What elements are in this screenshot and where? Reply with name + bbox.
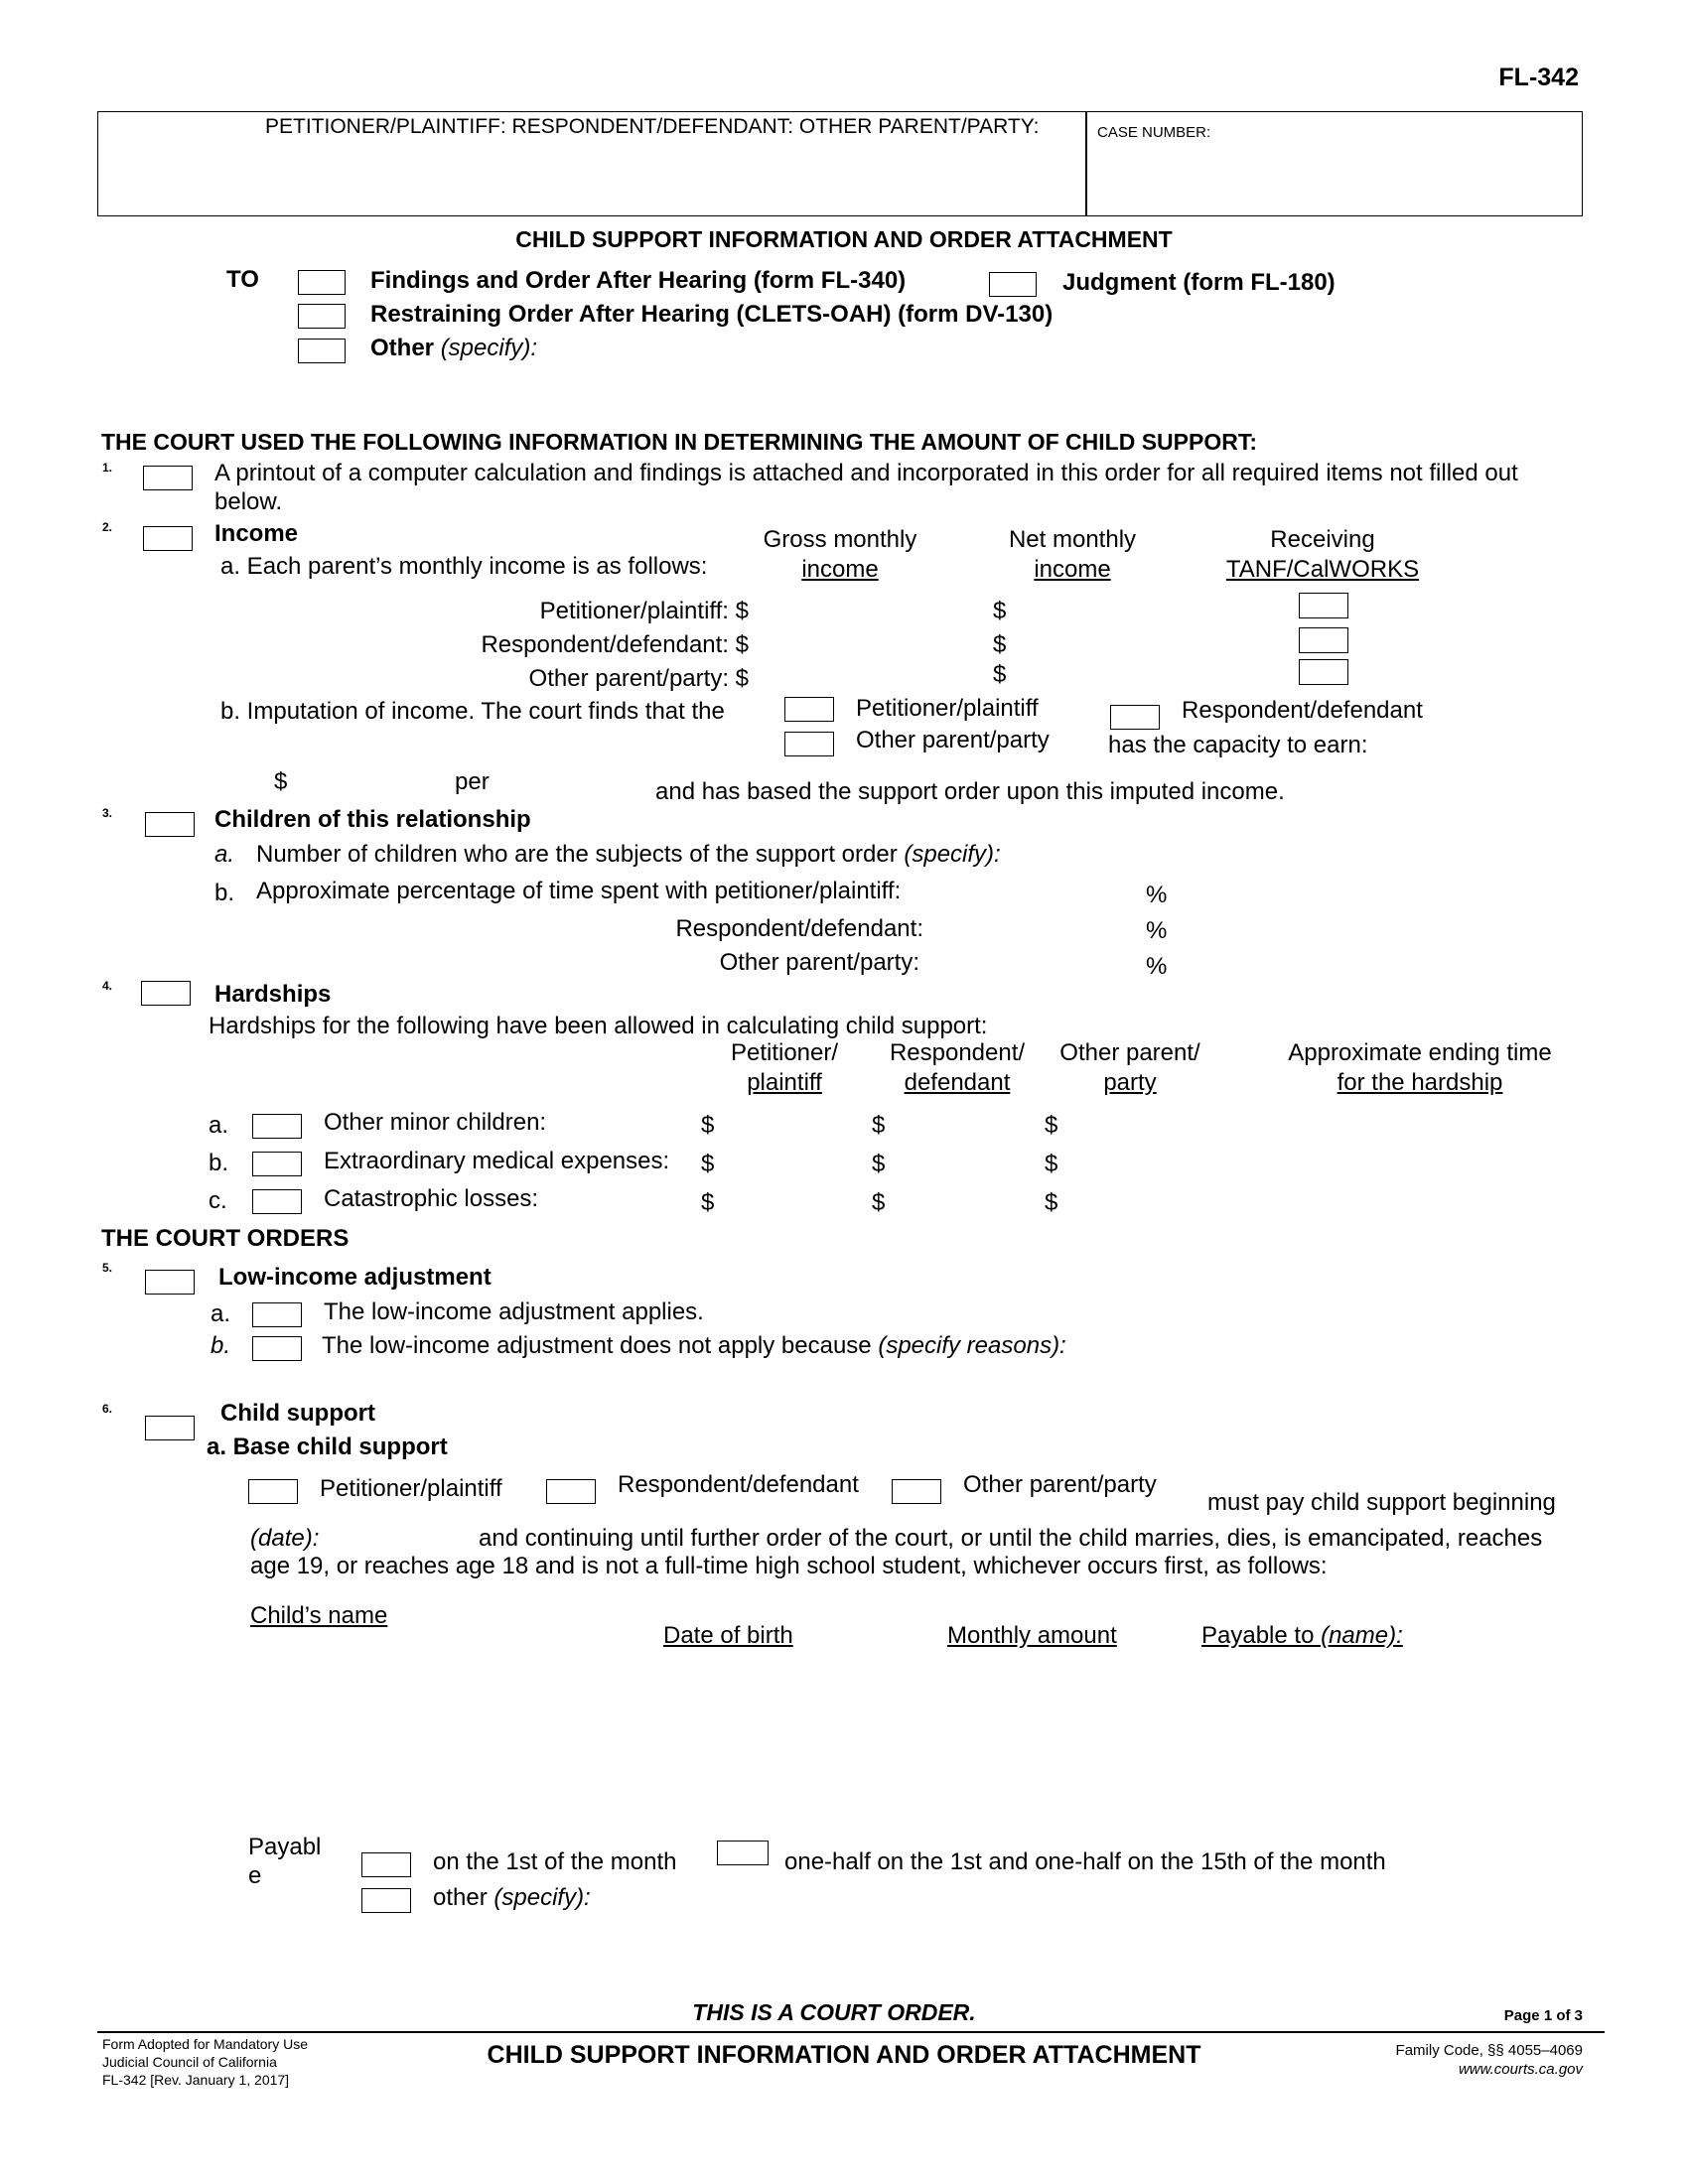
item3-checkbox[interactable]	[145, 812, 195, 837]
hardship-row-a-label: Other minor children:	[324, 1109, 547, 1136]
item5-b-text: The low-income adjustment does not apply because (specify reasons):	[322, 1332, 1066, 1359]
footer-adopted: Form Adopted for Mandatory Use Judicial Council of California FL-342 [Rev. January 1, 2017]	[102, 2036, 308, 2088]
hardship-row-b-dollar-other: $	[1045, 1151, 1058, 1177]
item1-text-line1: A printout of a computer calculation and findings is attached and incorporated in this order for all required items not filled out	[214, 460, 1518, 486]
hardship-row-b-dollar-resp: $	[872, 1151, 886, 1177]
income-row-petitioner: Petitioner/plaintiff: $	[539, 598, 749, 624]
item6-a-title: a. Base child support	[207, 1433, 448, 1460]
footer-code: Family Code, §§ 4055–4069 www.courts.ca.gov	[1395, 2042, 1583, 2078]
parties-label: PETITIONER/PLAINTIFF: RESPONDENT/DEFENDANT: OTHER PARENT/PARTY:	[265, 115, 1040, 138]
case-number-divider	[1085, 112, 1087, 215]
info-heading: THE COURT USED THE FOLLOWING INFORMATION IN DETERMINING THE AMOUNT OF CHILD SUPPORT:	[101, 429, 1258, 455]
form-title: CHILD SUPPORT INFORMATION AND ORDER ATTACHMENT	[515, 226, 1173, 252]
item3-a-letter: a.	[214, 841, 235, 868]
hardship-row-c-dollar-other: $	[1045, 1189, 1058, 1216]
imputation-other-checkbox[interactable]	[784, 732, 834, 756]
hardship-other-header: Other parent/ party	[1059, 1039, 1200, 1096]
date-label: (date):	[250, 1525, 320, 1552]
hardship-row-c-checkbox[interactable]	[252, 1189, 302, 1214]
imputation-other-label: Other parent/party	[856, 727, 1050, 753]
imputation-dollar: $	[274, 768, 288, 795]
item3-pct-respondent: %	[1146, 917, 1168, 944]
hardship-row-b-label: Extraordinary medical expenses:	[324, 1148, 670, 1174]
item4-intro: Hardships for the following have been allowed in calculating child support:	[209, 1013, 988, 1039]
tanf-checkbox-other[interactable]	[1299, 659, 1348, 685]
payor-petitioner-checkbox[interactable]	[248, 1479, 298, 1504]
item2-number: 2.	[102, 520, 113, 534]
hardship-respondent-header: Respondent/ defendant	[889, 1039, 1026, 1096]
hardship-row-c-letter: c.	[209, 1187, 227, 1214]
item1-text-line2: below.	[214, 488, 283, 515]
item6-number: 6.	[102, 1402, 113, 1416]
caption-box	[97, 111, 1583, 216]
payable-half-checkbox[interactable]	[717, 1841, 769, 1865]
continuing-text: and continuing until further order of the court, or until the child marries, dies, is emancipated, reaches	[479, 1525, 1543, 1552]
item5-title: Low-income adjustment	[218, 1264, 492, 1291]
tanf-checkbox-respondent[interactable]	[1299, 627, 1348, 653]
item4-number: 4.	[102, 979, 113, 993]
dob-header: Date of birth	[663, 1622, 793, 1649]
imputation-petitioner-label: Petitioner/plaintiff	[856, 695, 1039, 722]
income-row-respondent: Respondent/defendant: $	[481, 631, 749, 658]
footer-title: CHILD SUPPORT INFORMATION AND ORDER ATTACHMENT	[487, 2041, 1201, 2069]
item5-a-letter: a.	[211, 1300, 231, 1327]
item1-number: 1.	[102, 461, 113, 475]
item2-checkbox[interactable]	[143, 526, 193, 551]
hardship-row-a-dollar-pet: $	[701, 1112, 715, 1139]
hardship-row-a-dollar-resp: $	[872, 1112, 886, 1139]
restraining-label: Restraining Order After Hearing (CLETS-OAH) (form DV-130)	[370, 301, 1054, 328]
item1-checkbox[interactable]	[143, 466, 193, 490]
findings-label: Findings and Order After Hearing (form FL-340)	[370, 267, 907, 294]
item5-a-checkbox[interactable]	[252, 1302, 302, 1327]
hardship-row-a-checkbox[interactable]	[252, 1114, 302, 1139]
payable-half-label: one-half on the 1st and one-half on the 15th of the month	[784, 1848, 1386, 1875]
imputation-based: and has based the support order upon this imputed income.	[655, 778, 1285, 805]
payor-respondent-checkbox[interactable]	[546, 1479, 596, 1504]
item4-checkbox[interactable]	[141, 981, 191, 1006]
orders-heading: THE COURT ORDERS	[101, 1225, 350, 1252]
item2-title: Income	[214, 520, 299, 547]
hardship-row-c-dollar-resp: $	[872, 1189, 886, 1216]
to-label: TO	[226, 266, 259, 293]
other-to-checkbox[interactable]	[298, 339, 346, 363]
hardship-row-a-dollar-other: $	[1045, 1112, 1058, 1139]
monthly-amount-header: Monthly amount	[947, 1622, 1117, 1649]
judgment-label: Judgment (form FL-180)	[1062, 269, 1336, 296]
hardship-row-c-label: Catastrophic losses:	[324, 1185, 539, 1212]
payable-label: Payabl e	[248, 1834, 322, 1889]
case-number-label: CASE NUMBER:	[1097, 124, 1211, 141]
item6-title: Child support	[220, 1400, 375, 1427]
item5-b-checkbox[interactable]	[252, 1336, 302, 1361]
findings-checkbox[interactable]	[298, 270, 346, 295]
imputation-petitioner-checkbox[interactable]	[784, 697, 834, 722]
payor-respondent-label: Respondent/defendant	[618, 1471, 859, 1498]
hardship-ending-header: Approximate ending time for the hardship	[1288, 1039, 1552, 1096]
item4-title: Hardships	[214, 981, 332, 1008]
hardship-row-b-letter: b.	[209, 1150, 229, 1176]
item3-other: Other parent/party:	[719, 949, 919, 976]
payable-other-checkbox[interactable]	[361, 1888, 411, 1913]
item5-a-text: The low-income adjustment applies.	[324, 1298, 704, 1325]
item3-respondent: Respondent/defendant:	[675, 915, 923, 942]
gross-monthly-header: Gross monthly income	[763, 526, 917, 583]
hardship-row-a-letter: a.	[209, 1112, 229, 1139]
income-net-dollar-respondent: $	[993, 631, 1007, 658]
hardship-row-c-dollar-pet: $	[701, 1189, 715, 1216]
tanf-checkbox-petitioner[interactable]	[1299, 593, 1348, 618]
payor-other-label: Other parent/party	[963, 1471, 1157, 1498]
form-number: FL-342	[1498, 64, 1579, 91]
payable-first-label: on the 1st of the month	[433, 1848, 677, 1875]
payable-other-label: other (specify):	[433, 1884, 591, 1911]
court-order-notice: THIS IS A COURT ORDER.	[692, 1999, 976, 2025]
imputation-respondent-checkbox[interactable]	[1110, 705, 1160, 730]
net-monthly-header: Net monthly income	[1008, 526, 1137, 583]
item2-a-text: a. Each parent’s monthly income is as follows:	[220, 553, 708, 580]
item3-number: 3.	[102, 806, 113, 820]
other-to-label: Other (specify):	[370, 335, 538, 361]
imputation-respondent-label: Respondent/defendant	[1182, 697, 1423, 724]
payable-first-checkbox[interactable]	[361, 1852, 411, 1877]
imputation-text: b. Imputation of income. The court finds that the	[220, 698, 725, 725]
item5-b-letter: b.	[211, 1332, 231, 1359]
payable-to-header: Payable to (name):	[1201, 1622, 1403, 1649]
must-pay-text: must pay child support beginning	[1207, 1489, 1556, 1516]
continuing-text-2: age 19, or reaches age 18 and is not a full-time high school student, whichever occurs first, as follows:	[250, 1553, 1328, 1579]
income-net-dollar-other: $	[993, 661, 1007, 688]
payor-petitioner-label: Petitioner/plaintiff	[320, 1475, 502, 1502]
item5-number: 5.	[102, 1261, 113, 1275]
income-row-other: Other parent/party: $	[528, 665, 749, 692]
footer-rule	[97, 2031, 1605, 2033]
hardship-petitioner-header: Petitioner/ plaintiff	[730, 1039, 839, 1096]
imputation-per: per	[455, 768, 490, 795]
imputation-capacity: has the capacity to earn:	[1108, 732, 1368, 758]
judgment-checkbox[interactable]	[989, 272, 1037, 297]
item3-a-text: Number of children who are the subjects of the support order (specify):	[256, 841, 1001, 868]
restraining-checkbox[interactable]	[298, 304, 346, 329]
item3-b-text: Approximate percentage of time spent with petitioner/plaintiff:	[256, 878, 902, 904]
item3-b-letter: b.	[214, 880, 235, 906]
item3-pct-petitioner: %	[1146, 882, 1168, 908]
page-number: Page 1 of 3	[1503, 2007, 1583, 2024]
hardship-row-b-checkbox[interactable]	[252, 1152, 302, 1176]
hardship-row-b-dollar-pet: $	[701, 1151, 715, 1177]
item5-checkbox[interactable]	[145, 1270, 195, 1295]
child-name-header: Child’s name	[250, 1602, 388, 1629]
item3-pct-other: %	[1146, 953, 1168, 980]
item3-title: Children of this relationship	[214, 806, 531, 833]
income-net-dollar-petitioner: $	[993, 598, 1007, 624]
item6-checkbox[interactable]	[145, 1416, 195, 1440]
tanf-header: Receiving TANF/CalWORKS	[1225, 526, 1420, 583]
payor-other-checkbox[interactable]	[892, 1479, 941, 1504]
